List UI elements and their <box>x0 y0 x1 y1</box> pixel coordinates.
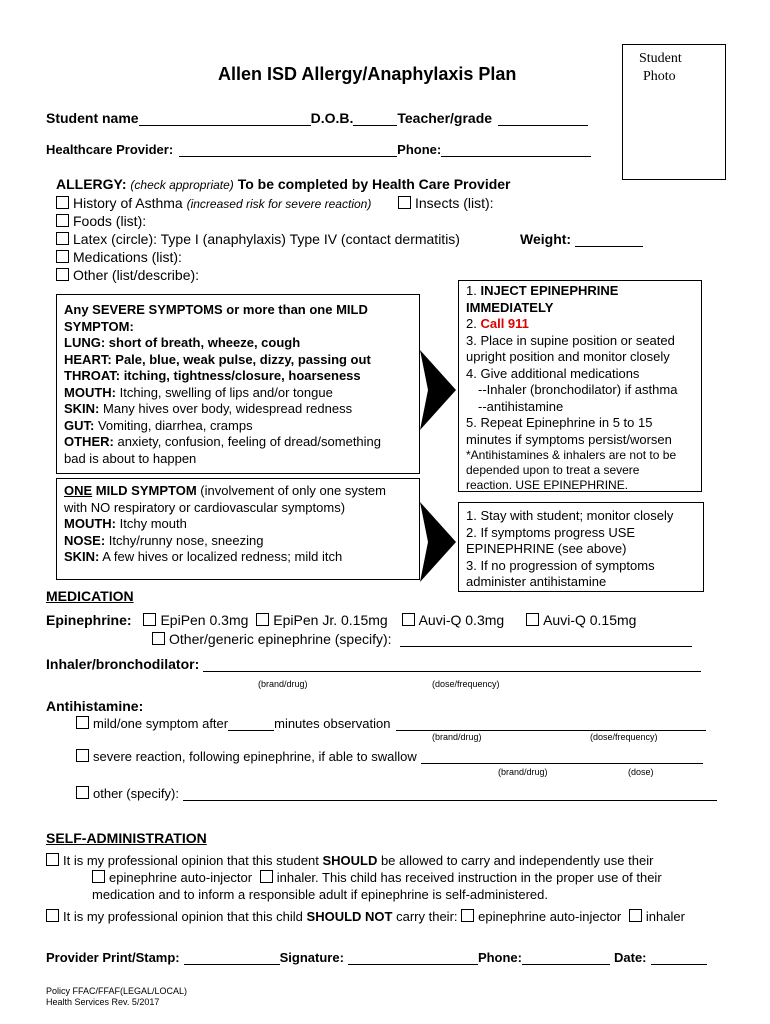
action-repeat-1: 5. Repeat Epinephrine in 5 to 15 <box>466 415 653 430</box>
mild-nose-text: Itchy/runny nose, sneezing <box>108 532 264 548</box>
severe-antihistamine-field[interactable] <box>421 749 703 764</box>
should-word: SHOULD <box>322 853 378 868</box>
should-not-inhaler-label: inhaler <box>645 909 685 924</box>
mild-action-2a: 2. If symptoms progress USE <box>466 524 636 540</box>
severe-gut-text: Vomiting, diarrhea, cramps <box>97 417 253 433</box>
foods-option <box>56 213 146 229</box>
medications-checkbox[interactable] <box>56 250 69 263</box>
footer-policy: Policy FFAC/FFAF(LEGAL/LOCAL) <box>46 986 188 996</box>
footer-revision: Health Services Rev. 5/2017 <box>46 997 160 1007</box>
severe-other <box>64 434 381 451</box>
other-label: Other (list/describe): <box>73 267 200 283</box>
auvi-q-03-label: Auvi-Q 0.3mg <box>418 612 505 628</box>
should-not-word: SHOULD NOT <box>306 909 393 924</box>
dob-label: D.O.B. <box>310 110 354 126</box>
mild-one: ONE <box>64 483 93 498</box>
mild-mouth <box>64 516 386 533</box>
allergy-heading: ALLERGY: <box>56 176 127 192</box>
should-post: be allowed to carry and independently use their <box>380 853 654 868</box>
mild-nose-label: NOSE: <box>64 532 106 548</box>
action-call-911: Call 911 <box>480 316 529 331</box>
epipen-label: EpiPen 0.3mg <box>160 612 249 628</box>
mild-mouth-label: MOUTH: <box>64 516 116 531</box>
photo-box-label-1: Student <box>639 51 682 66</box>
mild-action-1: 1. Stay with student; monitor closely <box>466 508 674 523</box>
page-title: Allen ISD Allergy/Anaphylaxis Plan <box>218 64 517 84</box>
action-note-2: depended upon to treat a severe <box>466 463 640 477</box>
should-pre: It is my professional opinion that this student <box>63 853 319 868</box>
action-1-number: 1. <box>466 283 477 298</box>
insects-checkbox[interactable] <box>398 196 411 209</box>
severe-actions-text <box>466 283 677 493</box>
action-place-2: upright position and monitor closely <box>466 349 670 364</box>
provider-row <box>46 950 707 965</box>
action-inject-immediately: IMMEDIATELY <box>466 299 554 315</box>
auvi-q-015-checkbox[interactable] <box>526 613 539 626</box>
teacher-grade-field[interactable] <box>498 111 588 126</box>
action-repeat-2: minutes if symptoms persist/worsen <box>466 431 672 447</box>
severe-symptoms-text <box>64 302 381 467</box>
severe-gut-label: GUT: <box>64 417 95 433</box>
insects-label: Insects (list): <box>415 195 494 211</box>
mild-heading-rest: (involvement of only one system <box>200 483 386 498</box>
mild-action-3a: 3. If no progression of symptoms <box>466 557 655 573</box>
print-stamp-label: Provider Print/Stamp: <box>46 950 180 965</box>
severe-skin <box>64 401 381 418</box>
action-inject <box>466 283 677 300</box>
foods-checkbox[interactable] <box>56 214 69 227</box>
epipen-jr-checkbox[interactable] <box>256 613 269 626</box>
severe-brand-caption: (brand/drug) <box>498 767 548 777</box>
epinephrine-row <box>46 612 636 628</box>
other-specify-row <box>76 786 717 801</box>
phone-field[interactable] <box>441 142 591 157</box>
severe-other-text-2: bad is about to happen <box>64 450 197 466</box>
other-option <box>56 267 199 283</box>
self-admin-should-2 <box>92 870 662 885</box>
photo-box-label-2: Photo <box>643 69 676 84</box>
auvi-q-015-label: Auvi-Q 0.15mg <box>543 612 637 628</box>
provider-phone-label: Phone: <box>477 950 522 965</box>
severe-lung: LUNG: short of breath, wheeze, cough <box>64 335 301 350</box>
other-generic-field[interactable] <box>400 632 692 647</box>
inhaler-brand-caption: (brand/drug) <box>258 679 308 689</box>
inhaler-dose-caption: (dose/frequency) <box>432 679 500 689</box>
mild-skin-label: SKIN: <box>64 549 100 564</box>
should-not-pre: It is my professional opinion that this child <box>63 909 303 924</box>
severe-mouth <box>64 385 381 402</box>
severe-skin-label: SKIN: <box>64 401 100 416</box>
action-give-meds: 4. Give additional medications <box>466 365 640 381</box>
severe-other-label: OTHER: <box>64 434 114 449</box>
mild-brand-caption: (brand/drug) <box>432 732 482 742</box>
asthma-option <box>56 195 371 211</box>
student-photo-box <box>622 44 726 180</box>
action-inhaler: --Inhaler (bronchodilator) if asthma <box>478 382 678 397</box>
mild-dose-caption: (dose/frequency) <box>590 732 658 742</box>
other-generic-checkbox[interactable] <box>152 632 165 645</box>
latex-checkbox[interactable] <box>56 232 69 245</box>
allergy-completed-by: To be completed by Health Care Provider <box>237 176 511 192</box>
should-epi-checkbox[interactable] <box>92 870 105 883</box>
weight-label: Weight: <box>520 231 572 247</box>
severe-dose-caption: (dose) <box>628 767 654 777</box>
severe-reaction-label: severe reaction, following epinephrine, if able to swallow <box>93 749 417 764</box>
other-generic-row <box>152 631 692 647</box>
should-not-post: carry their: <box>396 909 458 924</box>
mild-after-row <box>76 716 706 731</box>
other-specify-field[interactable] <box>183 786 717 801</box>
other-specify-label: other (specify): <box>93 786 179 801</box>
mild-antihistamine-field[interactable] <box>396 716 706 731</box>
should-not-inhaler-checkbox[interactable] <box>629 909 642 922</box>
severe-heading-1: Any SEVERE SYMPTOMS or more than one MILD <box>64 302 368 317</box>
print-stamp-field[interactable] <box>184 950 280 965</box>
should-inhaler-label: inhaler. This child has received instruction in the proper use of their <box>276 870 662 885</box>
dob-field[interactable] <box>353 111 397 126</box>
should-not-checkbox[interactable] <box>46 909 59 922</box>
self-admin-should-3: medication and to inform a responsible adult if epinephrine is self-administered. <box>92 887 548 902</box>
provider-info-row <box>46 142 591 157</box>
severe-heart: HEART: Pale, blue, weak pulse, dizzy, passing out <box>64 351 371 367</box>
asthma-note: (increased risk for severe reaction) <box>186 197 372 211</box>
severe-arrow-icon <box>420 350 456 430</box>
epipen-checkbox[interactable] <box>143 613 156 626</box>
action-note-3: reaction. USE EPINEPHRINE. <box>466 478 629 492</box>
action-antihistamine: --antihistamine <box>478 398 564 414</box>
severe-heading-2: SYMPTOM: <box>64 318 134 334</box>
action-place-1: 3. Place in supine position or seated <box>466 332 675 348</box>
self-admin-heading: SELF-ADMINISTRATION <box>46 830 207 846</box>
should-not-epi-checkbox[interactable] <box>461 909 474 922</box>
date-label: Date: <box>614 950 647 965</box>
mild-heading <box>64 483 386 500</box>
minutes-obs-label: minutes observation <box>274 716 391 731</box>
mild-action-2b: EPINEPHRINE (see above) <box>466 541 627 556</box>
self-admin-should-not <box>46 909 685 924</box>
signature-field[interactable] <box>348 950 478 965</box>
self-admin-should-1 <box>46 853 653 868</box>
student-name-field[interactable] <box>139 111 311 126</box>
severe-mouth-label: MOUTH: <box>64 384 116 400</box>
medications-option <box>56 249 182 265</box>
mild-after-label: mild/one symptom after <box>93 716 229 731</box>
mild-mouth-text: Itchy mouth <box>119 516 187 531</box>
should-checkbox[interactable] <box>46 853 59 866</box>
teacher-grade-label: Teacher/grade <box>397 110 493 126</box>
severe-throat: THROAT: itching, tightness/closure, hoarseness <box>64 368 361 383</box>
mild-line-2: with NO respiratory or cardiovascular symptoms) <box>64 499 346 515</box>
mild-symptom-text <box>64 483 386 566</box>
auvi-q-03-checkbox[interactable] <box>402 613 415 626</box>
healthcare-provider-label: Healthcare Provider: <box>46 142 174 157</box>
inhaler-row <box>46 656 701 672</box>
latex-option <box>56 231 460 247</box>
severe-mouth-text: Itching, swelling of lips and/or tongue <box>119 384 333 400</box>
inhaler-field[interactable] <box>203 657 701 672</box>
severe-reaction-row <box>76 749 703 764</box>
provider-phone-field[interactable] <box>522 950 610 965</box>
minutes-field[interactable] <box>228 716 274 731</box>
mild-nose <box>64 533 386 550</box>
epinephrine-label: Epinephrine: <box>46 612 132 628</box>
action-2-number: 2. <box>466 316 477 331</box>
foods-label: Foods (list): <box>73 213 147 229</box>
allergy-heading-row <box>56 176 511 192</box>
medications-label: Medications (list): <box>73 249 182 265</box>
mild-actions-text <box>466 508 673 591</box>
student-name-label: Student name <box>46 110 139 126</box>
severe-reaction-checkbox[interactable] <box>76 749 89 762</box>
phone-label: Phone: <box>397 142 442 157</box>
latex-label: Latex (circle): Type I (anaphylaxis) Type IV (contact dermatitis) <box>73 231 460 247</box>
mild-heading-text: MILD SYMPTOM <box>95 483 197 498</box>
signature-label: Signature: <box>279 950 344 965</box>
mild-action-3b: administer antihistamine <box>466 574 607 589</box>
antihistamine-label: Antihistamine: <box>46 698 144 714</box>
action-inject-text: INJECT EPINEPHRINE <box>480 283 619 298</box>
epipen-jr-label: EpiPen Jr. 0.15mg <box>273 612 388 628</box>
other-checkbox[interactable] <box>56 268 69 281</box>
inhaler-label: Inhaler/bronchodilator: <box>46 656 200 672</box>
other-specify-checkbox[interactable] <box>76 786 89 799</box>
should-not-epi-label: epinephrine auto-injector <box>478 909 622 924</box>
mild-skin-text: A few hives or localized redness; mild itch <box>102 549 343 564</box>
severe-skin-text: Many hives over body, widespread redness <box>103 401 353 416</box>
asthma-label: History of Asthma <box>73 195 183 211</box>
should-epi-label: epinephrine auto-injector <box>109 870 253 885</box>
mild-skin <box>64 549 386 566</box>
mild-after-checkbox[interactable] <box>76 716 89 729</box>
date-field[interactable] <box>651 950 707 965</box>
severe-other-text-1: anxiety, confusion, feeling of dread/something <box>117 434 382 449</box>
action-call <box>466 316 677 333</box>
allergy-check-note: (check appropriate) <box>130 178 234 192</box>
student-info-row <box>46 110 588 126</box>
should-inhaler-checkbox[interactable] <box>260 870 273 883</box>
weight-row <box>520 231 643 247</box>
weight-field[interactable] <box>575 232 643 247</box>
severe-gut <box>64 418 381 435</box>
insects-option <box>398 195 494 211</box>
healthcare-provider-field[interactable] <box>179 142 397 157</box>
medication-heading: MEDICATION <box>46 588 134 604</box>
asthma-checkbox[interactable] <box>56 196 69 209</box>
mild-arrow-icon <box>420 502 456 582</box>
action-note-1: *Antihistamines & inhalers are not to be <box>466 448 677 462</box>
other-generic-label: Other/generic epinephrine (specify): <box>169 631 392 647</box>
